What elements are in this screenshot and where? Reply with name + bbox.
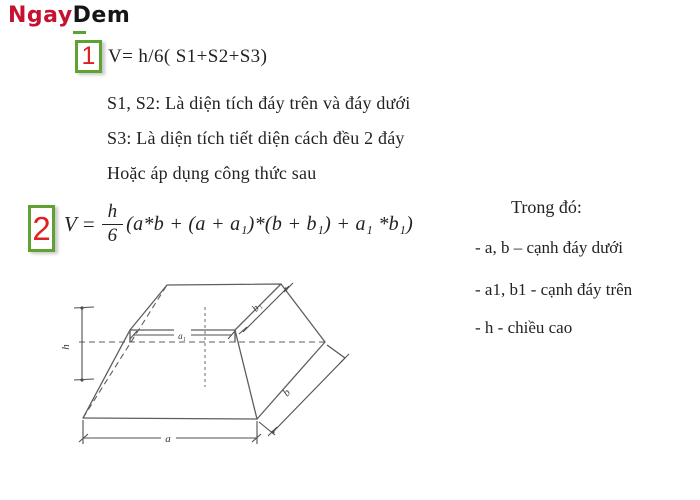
dimension-label-b1: b₁	[250, 300, 265, 315]
fraction-denominator: 6	[107, 224, 118, 246]
dimension-label-h: h	[60, 344, 72, 350]
formula-rhs: (a*b + (a + a₁)*(b + b₁) + a₁ *b₁)	[126, 212, 414, 235]
formula-volume-s: V= h/6( S1+S2+S3)	[108, 46, 268, 67]
brand-logo	[8, 3, 130, 28]
brand-name-red: Ngay	[8, 3, 73, 28]
description-line-s3: S3: Là diện tích tiết diện cách đều 2 đáy	[107, 128, 405, 148]
legend-item-ab: - a, b – cạnh đáy dưới	[475, 238, 624, 257]
formula-lhs: V	[64, 211, 77, 236]
legend-item-h: - h - chiều cao	[475, 318, 573, 337]
description-line-alt: Hoặc áp dụng công thức sau	[107, 163, 317, 183]
step-2-badge: 2	[28, 205, 55, 252]
legend-title: Trong đó:	[511, 197, 582, 217]
dimension-label-b: b	[280, 386, 294, 400]
dimension-b	[259, 345, 349, 436]
dimension-label-a1: a₁	[178, 331, 186, 341]
description-line-s1-s2: S1, S2: Là diện tích đáy trên và đáy dưới	[107, 93, 411, 113]
frustum-diagram	[55, 262, 395, 497]
fraction-numerator: h	[102, 202, 124, 225]
dimension-label-a: a	[165, 433, 171, 445]
step-1-badge: 1	[75, 40, 102, 73]
legend-item-a1b1: - a1, b1 - cạnh đáy trên	[475, 280, 633, 299]
formula-volume-ab	[64, 198, 413, 250]
dimension-b1	[239, 283, 293, 334]
equals-sign: =	[82, 211, 95, 236]
decorative-green-mark	[73, 31, 86, 34]
brand-name-black: Dem	[72, 3, 131, 28]
dimension-h	[74, 306, 94, 381]
fraction-h-over-6	[102, 202, 124, 246]
